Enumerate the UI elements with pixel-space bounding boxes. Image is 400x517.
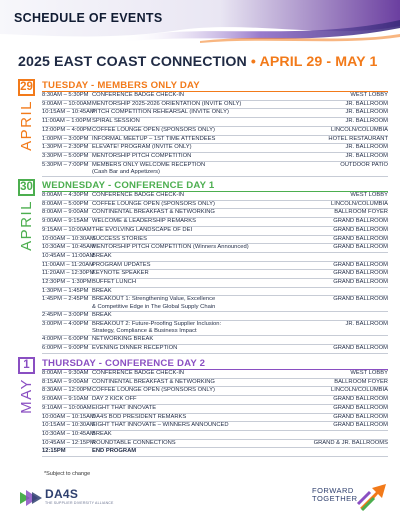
schedule-row — [42, 136, 388, 145]
row-event — [92, 109, 345, 117]
schedule-row — [42, 262, 388, 271]
row-event — [92, 253, 388, 261]
event-line: DA4S BOD PRESIDENT REMARKS — [92, 413, 187, 420]
schedule-row — [42, 422, 388, 431]
event-line: BREAK — [92, 430, 112, 437]
schedule-rows — [42, 92, 388, 177]
row-location: BALLROOM FOYER — [334, 209, 388, 216]
row-time: 10:15AM – 10:45AM — [42, 109, 95, 116]
schedule-row — [42, 144, 388, 153]
event-line: INFORMAL MEETUP – 1ST TIME ATTENDEES — [92, 135, 216, 142]
row-time: 11:00AM – 1:00PM — [42, 118, 92, 125]
row-time: 8:30AM – 12:00PM — [42, 387, 92, 394]
schedule-rows — [42, 192, 388, 354]
date-badge — [18, 179, 35, 251]
da4s-logo — [18, 487, 114, 509]
row-event — [92, 227, 333, 235]
row-event — [92, 345, 333, 353]
row-time: 1:45PM – 2:45PM — [42, 296, 89, 303]
event-line: WELCOME & LEADERSHIP REMARKS — [92, 218, 196, 225]
schedule-row — [42, 101, 388, 110]
row-event — [92, 262, 333, 270]
row-time: 10:00AM – 10:30AM — [42, 235, 95, 242]
schedule-row — [42, 153, 388, 162]
event-line: PITCH COMPETITION REHEARSAL (INVITE ONLY) — [92, 109, 229, 116]
row-location: LINCOLN/COLUMBIA — [330, 200, 388, 207]
event-line: BUFFET LUNCH — [92, 279, 137, 286]
date-badge — [18, 357, 35, 414]
event-line: MEMBERS ONLY WELCOME RECEPTION — [92, 161, 206, 168]
event-line: MENTORSHIP PITCH COMPETITION — [92, 152, 192, 159]
row-time: 8:00AM – 5:00PM — [42, 200, 89, 207]
event-line: THE EVOLVING LANDSCAPE OF DEI — [92, 226, 193, 233]
event-line: BREAKOUT 2: Future-Proofing Supplier Inclusion: — [92, 320, 222, 327]
row-event — [92, 127, 331, 135]
row-location: JR. BALLROOM — [345, 144, 388, 151]
row-time: 3:30PM – 5:00PM — [42, 152, 89, 159]
event-line: CONTINENTAL BREAKFAST & NETWORKING — [92, 378, 215, 385]
row-time: 9:00AM – 9:10AM — [42, 396, 89, 403]
row-event — [92, 431, 388, 439]
row-location: BALLROOM FOYER — [334, 378, 388, 385]
row-event — [92, 336, 388, 344]
row-event — [92, 209, 334, 217]
row-time: 1:00PM – 3:00PM — [42, 135, 89, 142]
row-event — [92, 379, 334, 387]
row-event — [92, 218, 333, 226]
row-time: 4:00PM – 6:00PM — [42, 336, 89, 343]
row-time: 1:30PM – 1:45PM — [42, 287, 89, 294]
row-event — [92, 270, 333, 278]
row-location: GRAND BALLROOM — [333, 422, 388, 429]
row-time: 9:10AM – 10:00AM — [42, 404, 92, 411]
schedule-row — [42, 370, 388, 379]
row-location: GRAND BALLROOM — [333, 235, 388, 242]
event-line: NETWORKING BREAK — [92, 336, 154, 343]
row-event — [92, 396, 333, 404]
event-line: BREAK — [92, 312, 112, 319]
event-line: KEYNOTE SPEAKER — [92, 270, 149, 277]
row-time: 9:00AM – 10:00AM — [42, 100, 92, 107]
row-location: WEST LOBBY — [350, 92, 388, 98]
row-event — [92, 236, 333, 244]
schedule-row — [42, 227, 388, 236]
forward-together-logo — [312, 478, 392, 514]
row-time: 12:15PM — [42, 448, 66, 455]
date-badge — [18, 79, 35, 151]
event-line: CONTINENTAL BREAKFAST & NETWORKING — [92, 209, 215, 216]
event-line: CONFERENCE BADGE CHECK-IN — [92, 192, 185, 198]
event-line: SPIRAL SESSION — [92, 118, 140, 125]
row-event — [92, 279, 333, 287]
row-location: WEST LOBBY — [350, 370, 388, 376]
day-heading: THURSDAY - CONFERENCE DAY 2 — [42, 357, 388, 370]
row-time: 8:00AM – 4:30PM — [42, 192, 89, 198]
row-event — [92, 288, 388, 296]
schedule-row — [42, 396, 388, 405]
row-location: GRAND BALLROOM — [333, 244, 388, 251]
row-time: 5:30PM – 7:00PM — [42, 161, 89, 168]
forward-together-line2: TOGETHER — [312, 494, 358, 503]
schedule-row — [42, 201, 388, 210]
event-line: PROGRAM UPDATES — [92, 261, 151, 268]
event-line: COFFEE LOUNGE OPEN (SPONSORS ONLY) — [92, 200, 215, 207]
row-time: 10:45AM – 11:00AM — [42, 252, 95, 259]
row-event — [92, 448, 388, 456]
schedule-row — [42, 321, 388, 337]
row-event — [92, 387, 331, 395]
schedule-row — [42, 296, 388, 312]
event-line: EIGHT THAT INNOVATE – WINNERS ANNOUNCED — [92, 422, 229, 429]
row-location: GRAND BALLROOM — [333, 261, 388, 268]
row-location: WEST LOBBY — [350, 192, 388, 198]
schedule-row — [42, 405, 388, 414]
event-line: BREAK — [92, 252, 112, 259]
event-line: CONFERENCE BADGE CHECK-IN — [92, 370, 185, 376]
row-time: 8:15AM – 9:00AM — [42, 378, 89, 385]
row-location: GRAND BALLROOM — [333, 226, 388, 233]
row-time: 8:30AM – 5:30PM — [42, 92, 89, 98]
schedule-row — [42, 192, 388, 201]
da4s-logo-icon — [18, 488, 44, 508]
row-time: 8:00AM – 9:00AM — [42, 209, 89, 216]
event-line: COFFEE LOUNGE OPEN (SPONSORS ONLY) — [92, 387, 215, 394]
row-location: OUTDOOR PATIO — [340, 161, 388, 168]
row-event — [92, 101, 345, 109]
event-line: BREAK — [92, 287, 112, 294]
event-line: COFFEE LOUNGE OPEN (SPONSORS ONLY) — [92, 126, 215, 133]
date-number: 30 — [18, 179, 35, 196]
schedule-row — [42, 345, 388, 354]
row-location: GRAND BALLROOM — [333, 413, 388, 420]
schedule-row — [42, 218, 388, 227]
da4s-logo-text: DA4S — [45, 487, 79, 501]
event-line: EIGHT THAT INNOVATE — [92, 404, 157, 411]
row-time: 8:00AM – 9:30AM — [42, 370, 89, 376]
row-event — [92, 414, 333, 422]
day-heading: WEDNESDAY - CONFERENCE DAY 1 — [42, 179, 388, 192]
schedule-row — [42, 387, 388, 396]
row-location: GRAND & JR. BALLROOMS — [313, 439, 388, 446]
row-location: GRAND BALLROOM — [333, 404, 388, 411]
row-time: 9:15AM – 10:00AM — [42, 226, 92, 233]
day-heading: TUESDAY - MEMBERS ONLY DAY — [42, 79, 388, 92]
row-location: LINCOLN/COLUMBIA — [330, 126, 388, 133]
schedule-row — [42, 253, 388, 262]
row-time: 10:45AM – 12:15PM — [42, 439, 95, 446]
month-label: APRIL — [18, 200, 35, 251]
schedule-row — [42, 448, 388, 457]
row-location: JR. BALLROOM — [345, 152, 388, 159]
event-line: BREAKOUT 1: Strengthening Value, Excellence — [92, 296, 216, 303]
schedule-row — [42, 288, 388, 297]
date-number: 29 — [18, 79, 35, 96]
row-time: 10:30AM – 10:45AM — [42, 430, 95, 437]
event-line: SUCCESS STORIES — [92, 235, 147, 242]
schedule-row — [42, 209, 388, 218]
da4s-logo-subtext: THE SUPPLIER DIVERSITY ALLIANCE — [45, 501, 114, 505]
schedule-row — [42, 92, 388, 101]
event-line: (Cash Bar and Appetizers) — [92, 168, 160, 175]
row-time: 10:15AM – 10:30AM — [42, 422, 95, 429]
schedule-row — [42, 431, 388, 440]
row-time: 11:00AM – 11:20AM — [42, 261, 94, 268]
row-event — [92, 422, 333, 430]
schedule-row — [42, 236, 388, 245]
title-dates: APRIL 29 - MAY 1 — [259, 54, 378, 70]
row-time: 6:00PM – 9:00PM — [42, 345, 89, 352]
event-line: MENTORSHIP 2025-2026 ORIENTATION (INVITE ONLY) — [92, 100, 242, 107]
row-location: JR. BALLROOM — [345, 118, 388, 125]
row-time: 1:30PM – 2:30PM — [42, 144, 89, 151]
row-event — [92, 153, 345, 161]
schedule-row — [42, 312, 388, 321]
row-event — [92, 405, 333, 413]
page-header — [0, 0, 400, 44]
row-location: GRAND BALLROOM — [333, 279, 388, 286]
schedule-row — [42, 244, 388, 253]
schedule-rows — [42, 370, 388, 457]
title-separator: • — [246, 54, 260, 70]
header-title: SCHEDULE OF EVENTS — [14, 11, 163, 25]
title-prefix: 2025 EAST COAST CONNECTION — [18, 54, 247, 70]
row-event — [92, 321, 345, 336]
event-line: DAY 2 KICK OFF — [92, 396, 137, 403]
date-number: 1 — [18, 357, 35, 374]
row-event — [92, 192, 350, 200]
event-line: ROUNDTABLE CONNECTIONS — [92, 439, 176, 446]
schedule-row — [42, 270, 388, 279]
row-event — [92, 144, 345, 152]
month-label: APRIL — [18, 100, 35, 151]
schedule-row — [42, 336, 388, 345]
event-line: CONFERENCE BADGE CHECK-IN — [92, 92, 185, 98]
row-time: 12:00PM – 4:00PM — [42, 126, 92, 133]
row-event — [92, 201, 331, 209]
month-label: MAY — [18, 378, 35, 414]
schedule-row — [42, 162, 388, 178]
forward-together-text — [312, 487, 358, 503]
forward-together-line1: FORWARD — [312, 486, 354, 495]
event-line: MENTORSHIP PITCH COMPETITION (Winners Announced) — [92, 244, 249, 251]
row-event — [92, 296, 333, 311]
row-event — [92, 312, 388, 320]
row-event — [92, 118, 345, 126]
event-line: EVENING DINNER RECEPTION — [92, 345, 178, 352]
event-line: & Competitive Edge in The Global Supply Chain — [92, 303, 216, 310]
row-time: 9:00AM – 9:15AM — [42, 218, 89, 225]
row-time: 10:00AM – 10:15AM — [42, 413, 95, 420]
row-event — [92, 370, 350, 378]
row-location: GRAND BALLROOM — [333, 396, 388, 403]
event-line: Strategy, Compliance & Business Impact — [92, 328, 197, 335]
row-time: 10:30AM – 10:45AM — [42, 244, 95, 251]
event-line: ELEVATE! PROGRAM (INVITE ONLY) — [92, 144, 192, 151]
row-location: JR. BALLROOM — [345, 100, 388, 107]
row-time: 2:45PM – 3:00PM — [42, 312, 89, 319]
row-location: JR. BALLROOM — [345, 320, 388, 327]
row-location: HOTEL RESTAURANT — [328, 135, 388, 142]
schedule-row — [42, 379, 388, 388]
schedule-row — [42, 414, 388, 423]
row-location: GRAND BALLROOM — [333, 270, 388, 277]
row-location: GRAND BALLROOM — [333, 296, 388, 303]
row-time: 3:00PM – 4:00PM — [42, 320, 89, 327]
row-location: GRAND BALLROOM — [333, 218, 388, 225]
page-title — [18, 54, 378, 70]
row-event — [92, 244, 333, 252]
schedule-row — [42, 109, 388, 118]
event-line: END PROGRAM — [92, 448, 137, 455]
row-event — [92, 162, 340, 177]
schedule-row — [42, 127, 388, 136]
row-time: 11:20AM – 12:30PM — [42, 270, 95, 277]
row-event — [92, 440, 314, 448]
row-location: LINCOLN/COLUMBIA — [330, 387, 388, 394]
row-event — [92, 92, 350, 100]
forward-arrow-icon — [356, 478, 390, 512]
row-time: 12:30PM – 1:30PM — [42, 279, 92, 286]
row-location: JR. BALLROOM — [345, 109, 388, 116]
schedule-row — [42, 279, 388, 288]
row-event — [92, 136, 328, 144]
schedule-row — [42, 118, 388, 127]
schedule-row — [42, 440, 388, 449]
footnote: *Subject to change — [44, 471, 91, 477]
row-location: GRAND BALLROOM — [333, 345, 388, 352]
